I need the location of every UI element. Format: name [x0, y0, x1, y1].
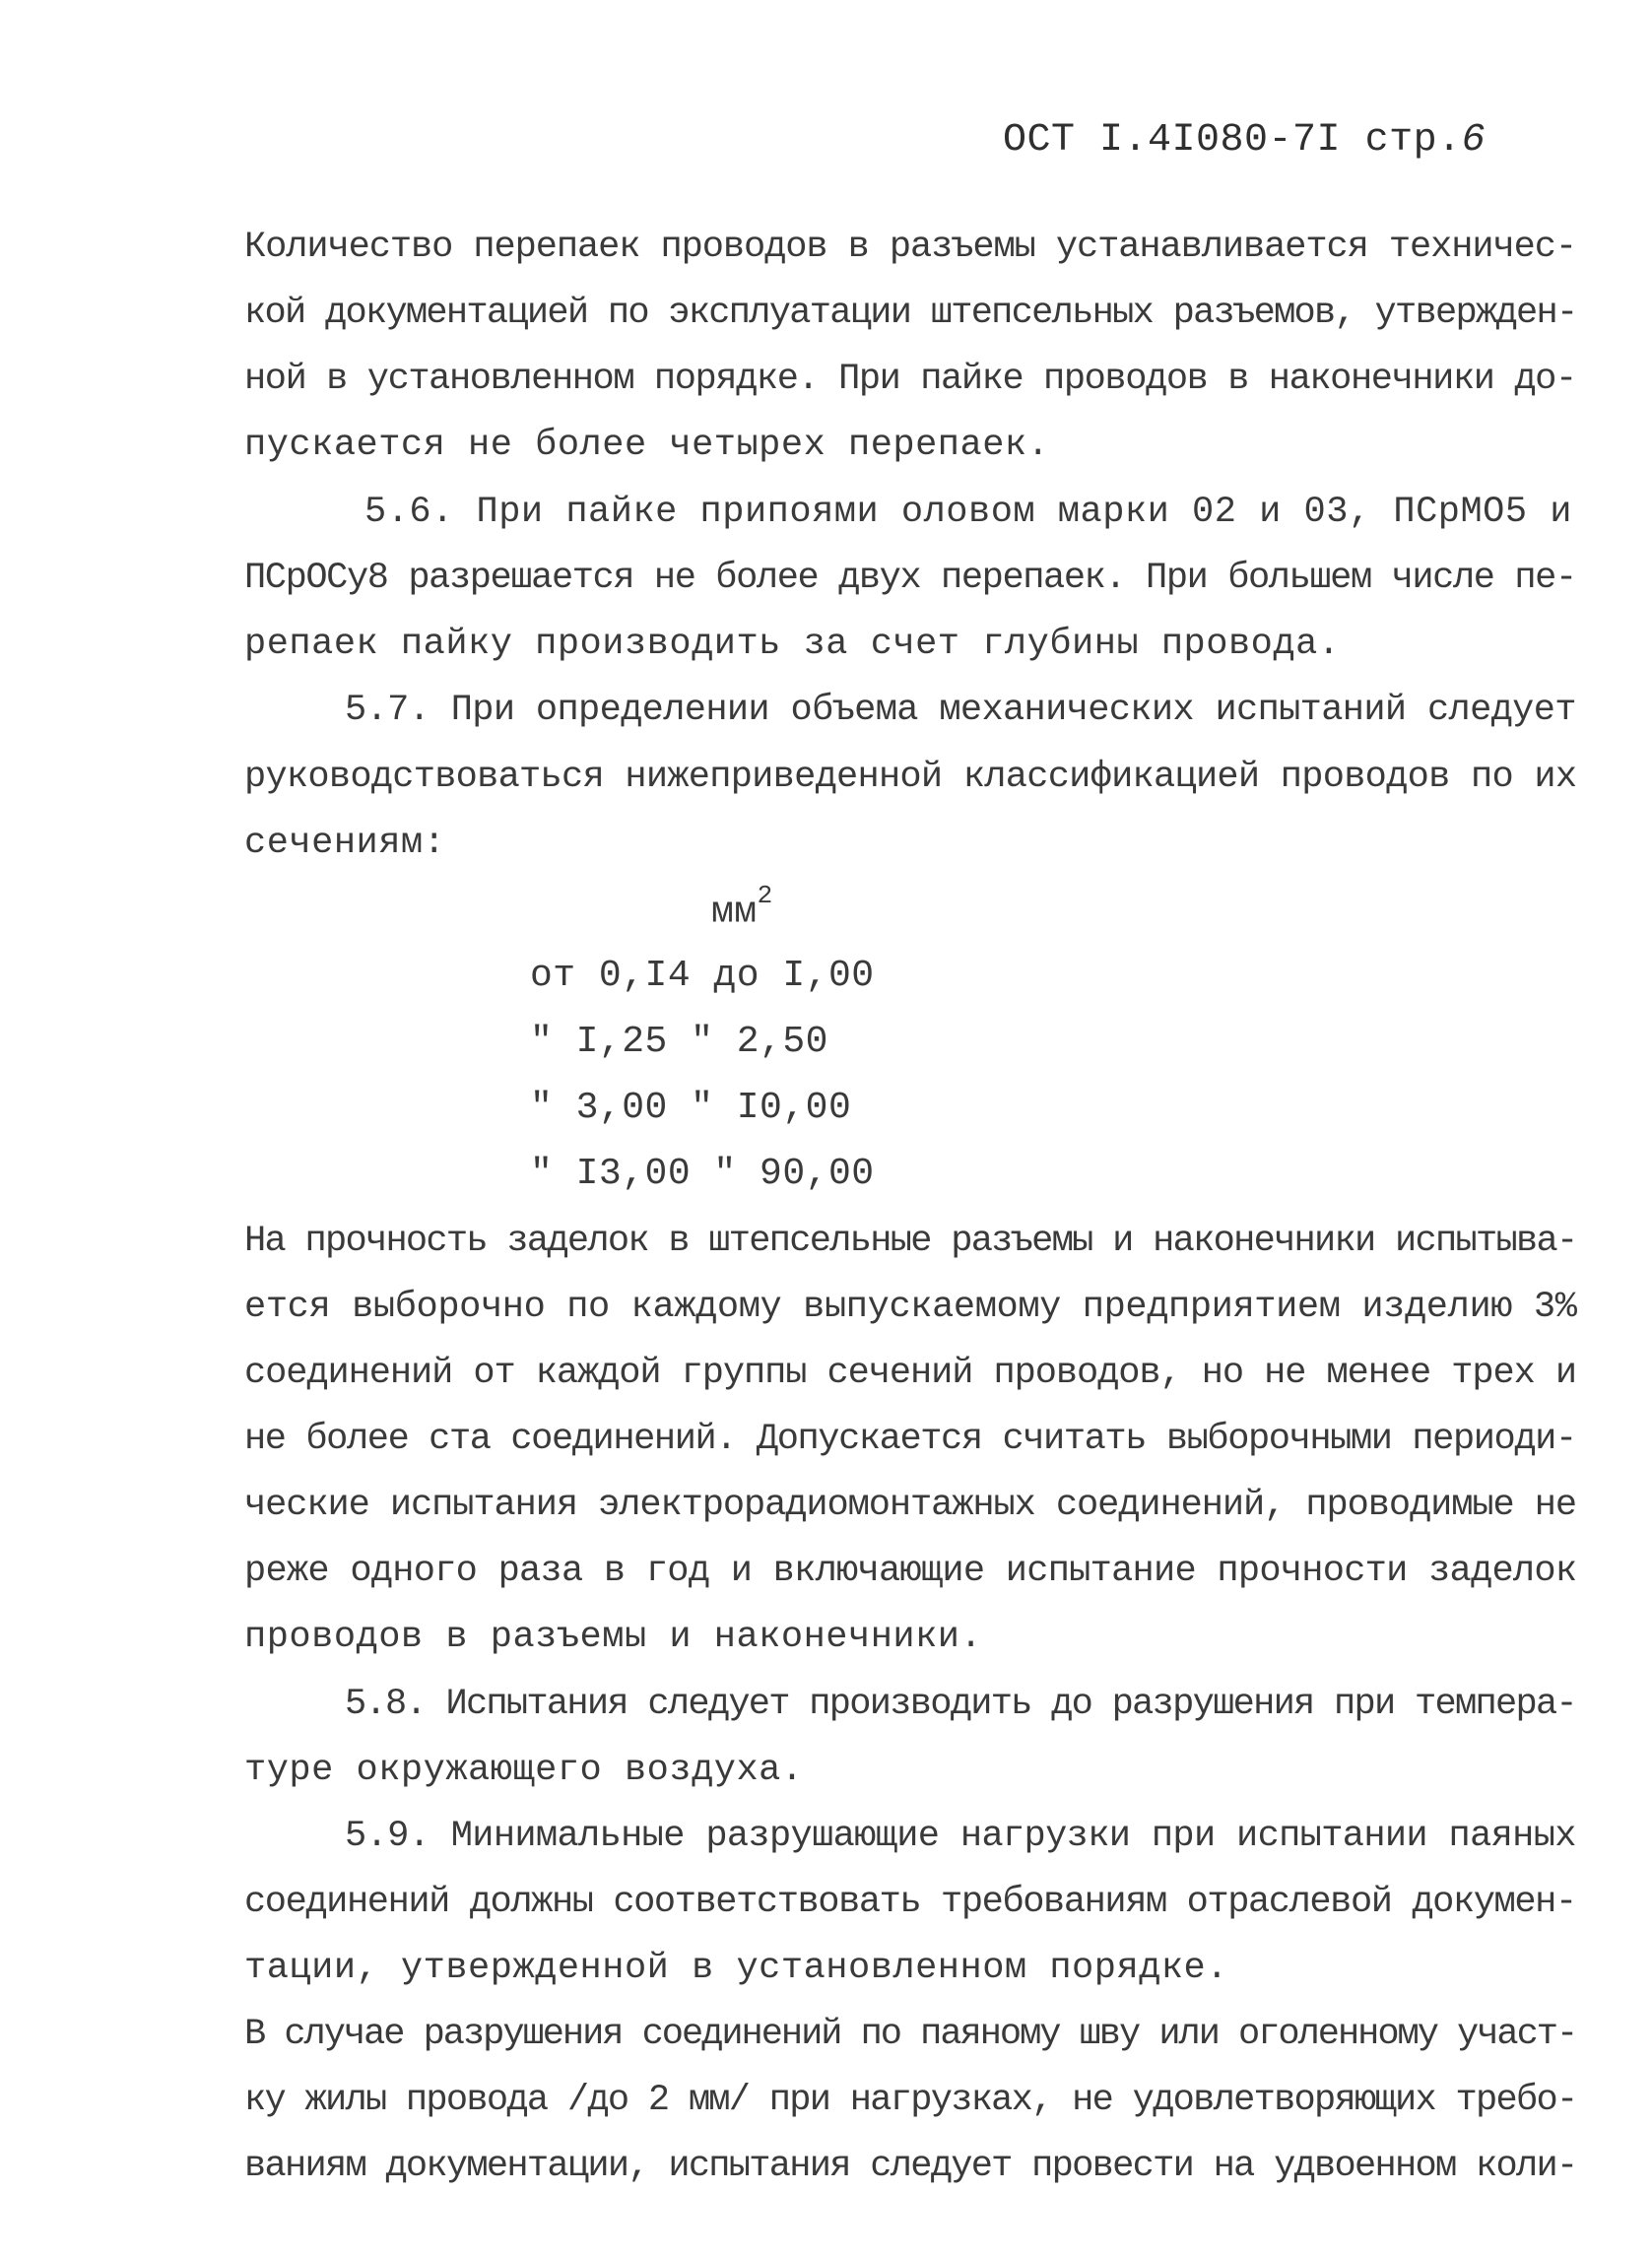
- text-line: На прочность заделок в штепсельные разъемы и наконечники испытыва-: [244, 1221, 1577, 1262]
- text-line: 5.9. Минимальные разрушающие нагрузки при испытании паяных: [345, 1816, 1576, 1857]
- text-line: кой документацией по эксплуатации штепсельных разъемов, утвержден-: [244, 293, 1577, 334]
- text-line: ется выборочно по каждому выпускаемому предприятием изделию 3%: [244, 1287, 1577, 1328]
- unit-base: мм: [711, 891, 758, 934]
- text-line: 5.8. Испытания следует производить до разрушения при темпера-: [345, 1684, 1576, 1725]
- text-line: не более ста соединений. Допускается считать выборочными периоди-: [244, 1419, 1576, 1460]
- text-line: сечениям:: [244, 823, 446, 864]
- text-line: ческие испытания электрорадиомонтажных соединений, проводимые не: [244, 1485, 1577, 1526]
- text-line: руководствоваться нижеприведенной классификацией проводов по их: [244, 757, 1577, 798]
- classification-row: от 0,I4 до I,00: [530, 955, 875, 997]
- text-line: соединений должны соответствовать требованиям отраслевой докумен-: [244, 1882, 1576, 1923]
- text-line: Количество перепаек проводов в разъемы устанавливается техничес-: [244, 227, 1577, 268]
- cross-section-unit: [711, 881, 773, 934]
- classification-row: " I3,00 " 90,00: [530, 1153, 875, 1195]
- text-line: реже одного раза в год и включающие испытание прочности заделок: [244, 1551, 1577, 1592]
- text-line: пускается не более четырех перепаек.: [244, 425, 1050, 466]
- doc-code: ОСТ I.4I080-7I: [1003, 118, 1342, 163]
- page-label: стр.: [1364, 118, 1462, 163]
- text-line: репаек пайку производить за счет глубины провода.: [244, 624, 1341, 665]
- text-line: ку жилы провода /до 2 мм/ при нагрузках, не удовлетворяющих требо-: [244, 2080, 1577, 2121]
- text-line: ваниям документации, испытания следует провести на удвоенном коли-: [244, 2146, 1577, 2187]
- text-line: 5.7. При определении объема механических испытаний следует: [345, 690, 1576, 731]
- text-line: проводов в разъемы и наконечники.: [244, 1617, 983, 1658]
- text-line: В случае разрушения соединений по паяному шву или оголенному участ-: [244, 2014, 1577, 2055]
- text-line: ПСрОСу8 разрешается не более двух перепаек. При большем числе пе-: [244, 558, 1576, 599]
- text-line: туре окружающего воздуха.: [244, 1750, 804, 1791]
- page-header: [1003, 118, 1486, 163]
- classification-row: " 3,00 " I0,00: [530, 1087, 852, 1129]
- text-line: тации, утвержденной в установленном порядке.: [244, 1948, 1228, 1989]
- classification-row: " I,25 " 2,50: [530, 1021, 828, 1063]
- unit-exponent: 2: [757, 881, 773, 910]
- text-line: соединений от каждой группы сечений проводов, но не менее трех и: [244, 1353, 1577, 1394]
- text-line: ной в установленном порядке. При пайке проводов в наконечники до-: [244, 359, 1576, 400]
- page-number: 6: [1461, 118, 1487, 163]
- text-line: 5.6. При пайке припоями оловом марки 02 и 03, ПСрМО5 и: [364, 492, 1572, 533]
